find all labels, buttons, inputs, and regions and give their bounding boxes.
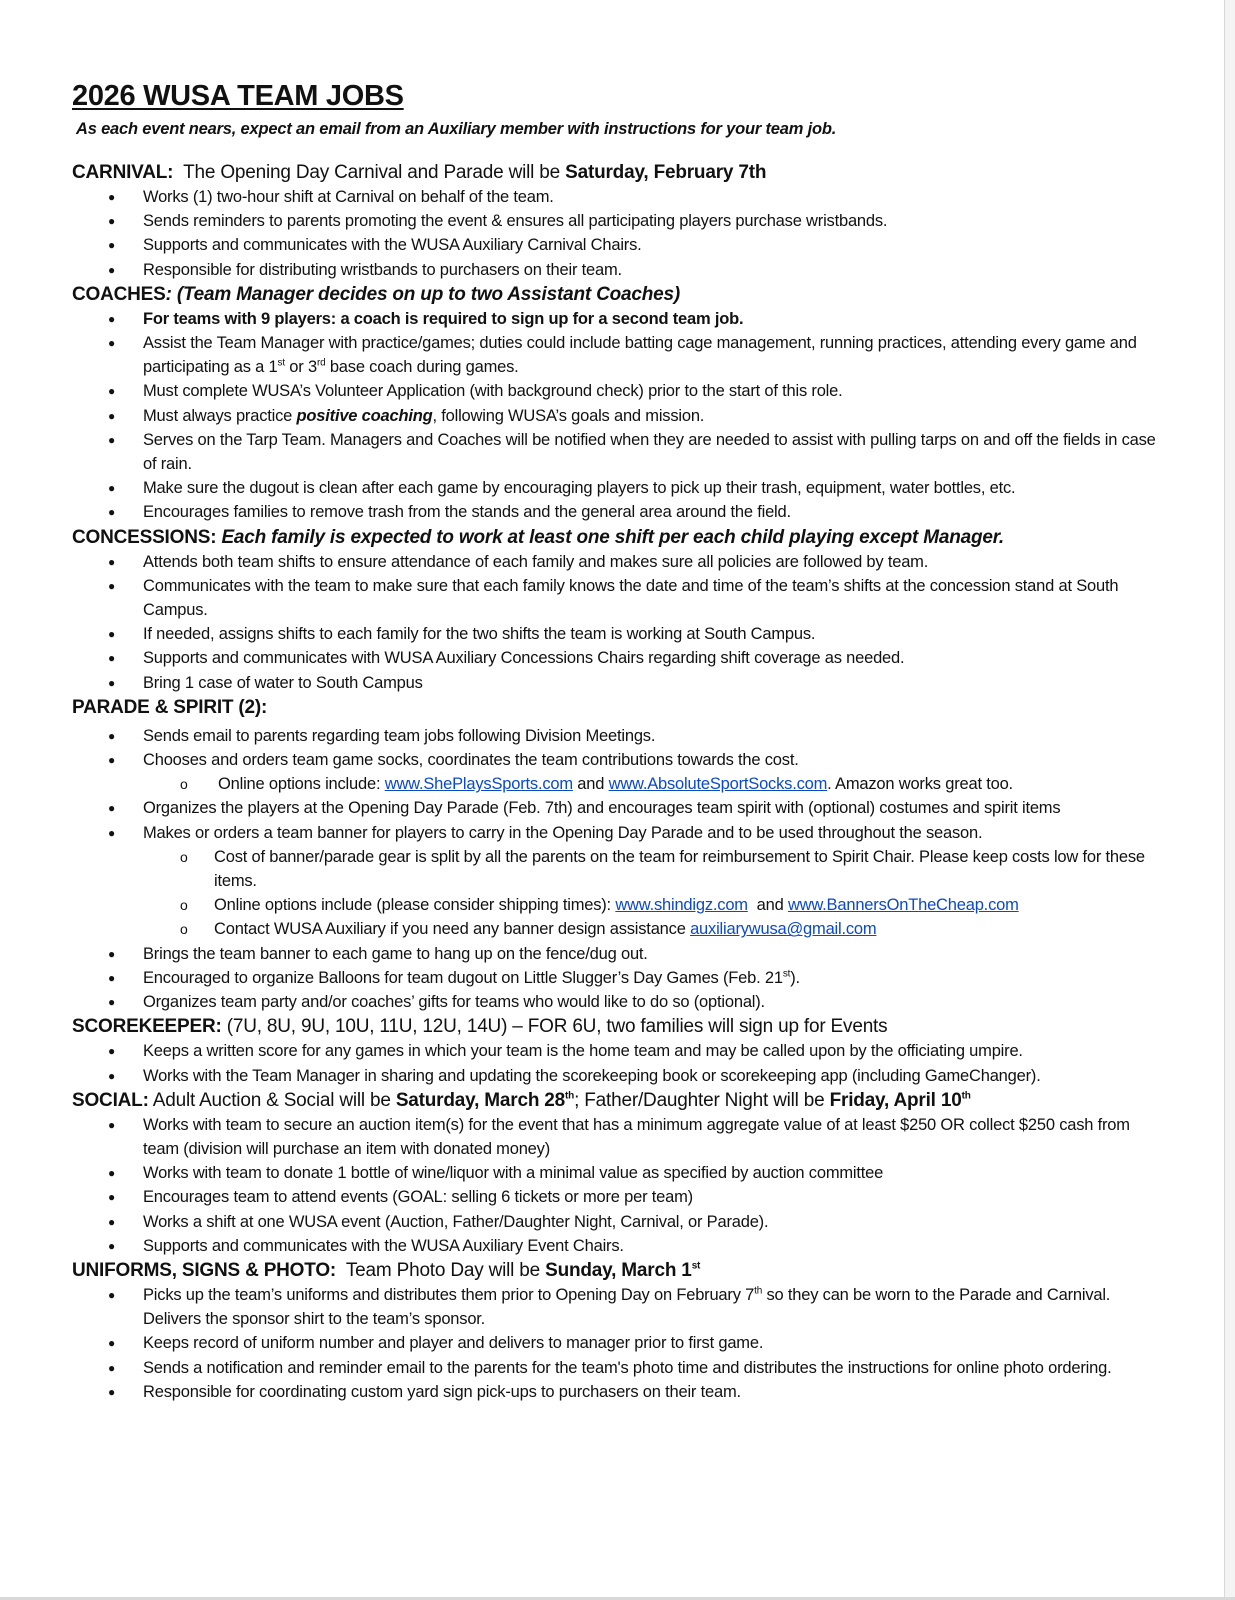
list-item: ● Brings the team banner to each game to hang up on the fence/dug out. [72, 942, 1162, 966]
list-item: ● Works with team to secure an auction item(s) for the event that has a minimum aggregate value of at least $250 OR collect $250 cash from team (division will purchase an item with donated money) [72, 1113, 1162, 1161]
list-item: ● Works with the Team Manager in sharing and updating the scorekeeping book or scorekeeping app (including GameChanger). [72, 1064, 1162, 1088]
link-bannersonthecheap[interactable]: www.BannersOnTheCheap.com [787, 896, 1019, 915]
page-title: 2026 WUSA TEAM JOBS [72, 80, 404, 112]
sub-list-item [72, 772, 1162, 796]
section-label: UNIFORMS, SIGNS & PHOTO: [72, 1259, 337, 1281]
list-item [72, 1283, 1162, 1331]
list-item: ● Serves on the Tarp Team. Managers and Coaches will be notified when they are needed to assist with pulling tarps on and off the fields in case of rain. [72, 428, 1162, 476]
item-text: so they can be worn to the Parade and Carnival. Delivers the sponsor shirt to the team’s sponsor. [143, 1285, 1111, 1329]
concessions-list [72, 550, 1162, 695]
list-item: ● Supports and communicates with the WUSA Auxiliary Carnival Chairs. [72, 233, 1162, 257]
list-item [72, 404, 1162, 428]
item-text: and [572, 775, 609, 794]
list-item: ● Keeps a written score for any games in which your team is the home team and may be called upon by the officiating umpire. [72, 1039, 1162, 1063]
list-item: ● If needed, assigns shifts to each family for the two shifts the team is working at South Campus. [72, 622, 1162, 646]
list-item: ● Encourages families to remove trash from the stands and the general area around the field. [72, 500, 1162, 524]
item-text: Encouraged to organize Balloons for team dugout on Little Slugger’s Day Games (Feb. 21 [143, 968, 783, 987]
coaches-list [72, 307, 1162, 525]
superscript: th [565, 1090, 575, 1102]
list-item: ● Sends reminders to parents promoting the event & ensures all participating players purchase wristbands. [72, 209, 1162, 233]
list-item: ● Supports and communicates with the WUSA Auxiliary Event Chairs. [72, 1234, 1162, 1258]
section-text: The Opening Day Carnival and Parade will be [183, 162, 561, 183]
section-label: PARADE & SPIRIT (2): [72, 696, 268, 718]
uniforms-list [72, 1283, 1162, 1404]
list-item: ● Must complete WUSA’s Volunteer Application (with background check) prior to the start of this role. [72, 379, 1162, 403]
section-note: : (Team Manager decides on up to two Assistant Coaches) [165, 283, 681, 305]
list-item: ● Organizes the players at the Opening Day Parade (Feb. 7th) and encourages team spirit with (optional) costumes and spirit items [72, 796, 1162, 820]
list-item: ● Works with team to donate 1 bottle of wine/liquor with a minimal value as specified by auction committee [72, 1161, 1162, 1185]
list-item [72, 331, 1162, 379]
list-item: ● Makes or orders a team banner for players to carry in the Opening Day Parade and to be used throughout the season. [72, 821, 1162, 845]
superscript: rd [316, 357, 326, 369]
list-item: ● Bring 1 case of water to South Campus [72, 671, 1162, 695]
list-item: ● Communicates with the team to make sure that each family knows the date and time of the team’s shifts at the concession stand at South Campus. [72, 574, 1162, 622]
link-absolutesportsocks[interactable]: www.AbsoluteSportSocks.com [608, 775, 828, 794]
document [72, 78, 1162, 1404]
superscript: st [277, 357, 285, 369]
section-heading-scorekeeper [72, 1014, 1162, 1039]
list-item: ● Responsible for distributing wristbands to purchasers on their team. [72, 258, 1162, 282]
section-label: SOCIAL: [72, 1089, 149, 1111]
item-text: Picks up the team’s uniforms and distributes them prior to Opening Day on February 7 [143, 1285, 755, 1304]
list-item [72, 966, 1162, 990]
item-text: Must always practice [143, 406, 297, 425]
link-shindigz[interactable]: www.shindigz.com [615, 896, 748, 915]
section-label: CARNIVAL: [72, 162, 174, 183]
section-heading-parade-spirit [72, 695, 1162, 720]
section-label: COACHES [72, 283, 166, 305]
list-item: ● For teams with 9 players: a coach is required to sign up for a second team job. [72, 307, 1162, 331]
section-label: CONCESSIONS: [72, 526, 217, 548]
section-heading-uniforms [72, 1258, 1162, 1283]
list-item: ● Responsible for coordinating custom yard sign pick-ups to purchasers on their team. [72, 1380, 1162, 1404]
section-heading-coaches [72, 282, 1162, 307]
section-date: Saturday, March 28 [395, 1089, 566, 1111]
section-date: Saturday, February 7th [565, 162, 767, 183]
item-text: Online options include (please consider shipping times): [214, 896, 616, 915]
section-heading-carnival [72, 160, 1162, 185]
section-date: Sunday, March 1 [545, 1259, 692, 1281]
section-text: Team Photo Day will be [345, 1259, 540, 1281]
page-subtitle: As each event nears, expect an email from an Auxiliary member with instructions for your team job. [76, 120, 837, 138]
item-text: Online options include: [218, 775, 385, 794]
item-text: ). [790, 968, 800, 987]
list-item: ● Make sure the dugout is clean after each game by encouraging players to pick up their trash, equipment, water bottles, etc. [72, 476, 1162, 500]
parade-list [72, 724, 1162, 1014]
list-item: ● Keeps record of uniform number and player and delivers to manager prior to first game. [72, 1331, 1162, 1355]
carnival-list [72, 185, 1162, 282]
link-sheplayssports[interactable]: www.ShePlaysSports.com [384, 775, 573, 794]
item-text: and [747, 896, 788, 915]
section-note: Each family is expected to work at least one shift per each child playing except Manager. [221, 526, 1005, 548]
list-item: ● Chooses and orders team game socks, coordinates the team contributions towards the cost. [72, 748, 1162, 772]
list-item: ● Attends both team shifts to ensure attendance of each family and makes sure all policies are followed by team. [72, 550, 1162, 574]
social-list [72, 1113, 1162, 1258]
list-item: ● Works (1) two-hour shift at Carnival on behalf of the team. [72, 185, 1162, 209]
item-text: or 3 [284, 358, 317, 377]
list-item: ● Encourages team to attend events (GOAL: selling 6 tickets or more per team) [72, 1185, 1162, 1209]
section-label: SCOREKEEPER: [72, 1016, 222, 1038]
list-item: ● Sends email to parents regarding team jobs following Division Meetings. [72, 724, 1162, 748]
link-auxiliary-email[interactable]: auxiliarywusa@gmail.com [690, 920, 877, 939]
section-heading-social [72, 1088, 1162, 1113]
section-heading-concessions [72, 525, 1162, 550]
item-text: . Amazon works great too. [827, 775, 1013, 794]
section-text: Adult Auction & Social will be [152, 1089, 391, 1111]
scorekeeper-list [72, 1039, 1162, 1087]
item-text: Contact WUSA Auxiliary if you need any banner design assistance [214, 920, 691, 939]
sub-list-item: o Cost of banner/parade gear is split by all the parents on the team for reimbursement to Spirit Chair. Please keep costs low for these items. [72, 845, 1162, 893]
item-text: base coach during games. [325, 358, 519, 377]
emphasis-text: positive coaching [296, 406, 433, 425]
section-date: Friday, April 10 [829, 1089, 962, 1111]
list-item: ● Organizes team party and/or coaches’ gifts for teams who would like to do so (optional). [72, 990, 1162, 1014]
list-item: ● Sends a notification and reminder email to the parents for the team's photo time and distributes the instructions for online photo ordering. [72, 1356, 1162, 1380]
superscript: th [961, 1090, 971, 1102]
superscript: st [782, 968, 791, 980]
list-item: ● Supports and communicates with WUSA Auxiliary Concessions Chairs regarding shift coverage as needed. [72, 646, 1162, 670]
list-item: ● Works a shift at one WUSA event (Auction, Father/Daughter Night, Carnival, or Parade). [72, 1210, 1162, 1234]
section-text: ; Father/Daughter Night will be [574, 1089, 825, 1111]
page-edge [1224, 0, 1235, 1600]
superscript: th [754, 1285, 763, 1297]
superscript: st [691, 1260, 701, 1272]
item-text: , following WUSA’s goals and mission. [432, 406, 705, 425]
item-text: Assist the Team Manager with practice/games; duties could include batting cage management, running practices, attending every game and participating as a 1 [143, 334, 1137, 377]
section-text: (7U, 8U, 9U, 10U, 11U, 12U, 14U) – FOR 6U, two families will sign up for Events [226, 1016, 888, 1038]
sub-list-item [72, 917, 1162, 941]
sub-list-item [72, 893, 1162, 917]
